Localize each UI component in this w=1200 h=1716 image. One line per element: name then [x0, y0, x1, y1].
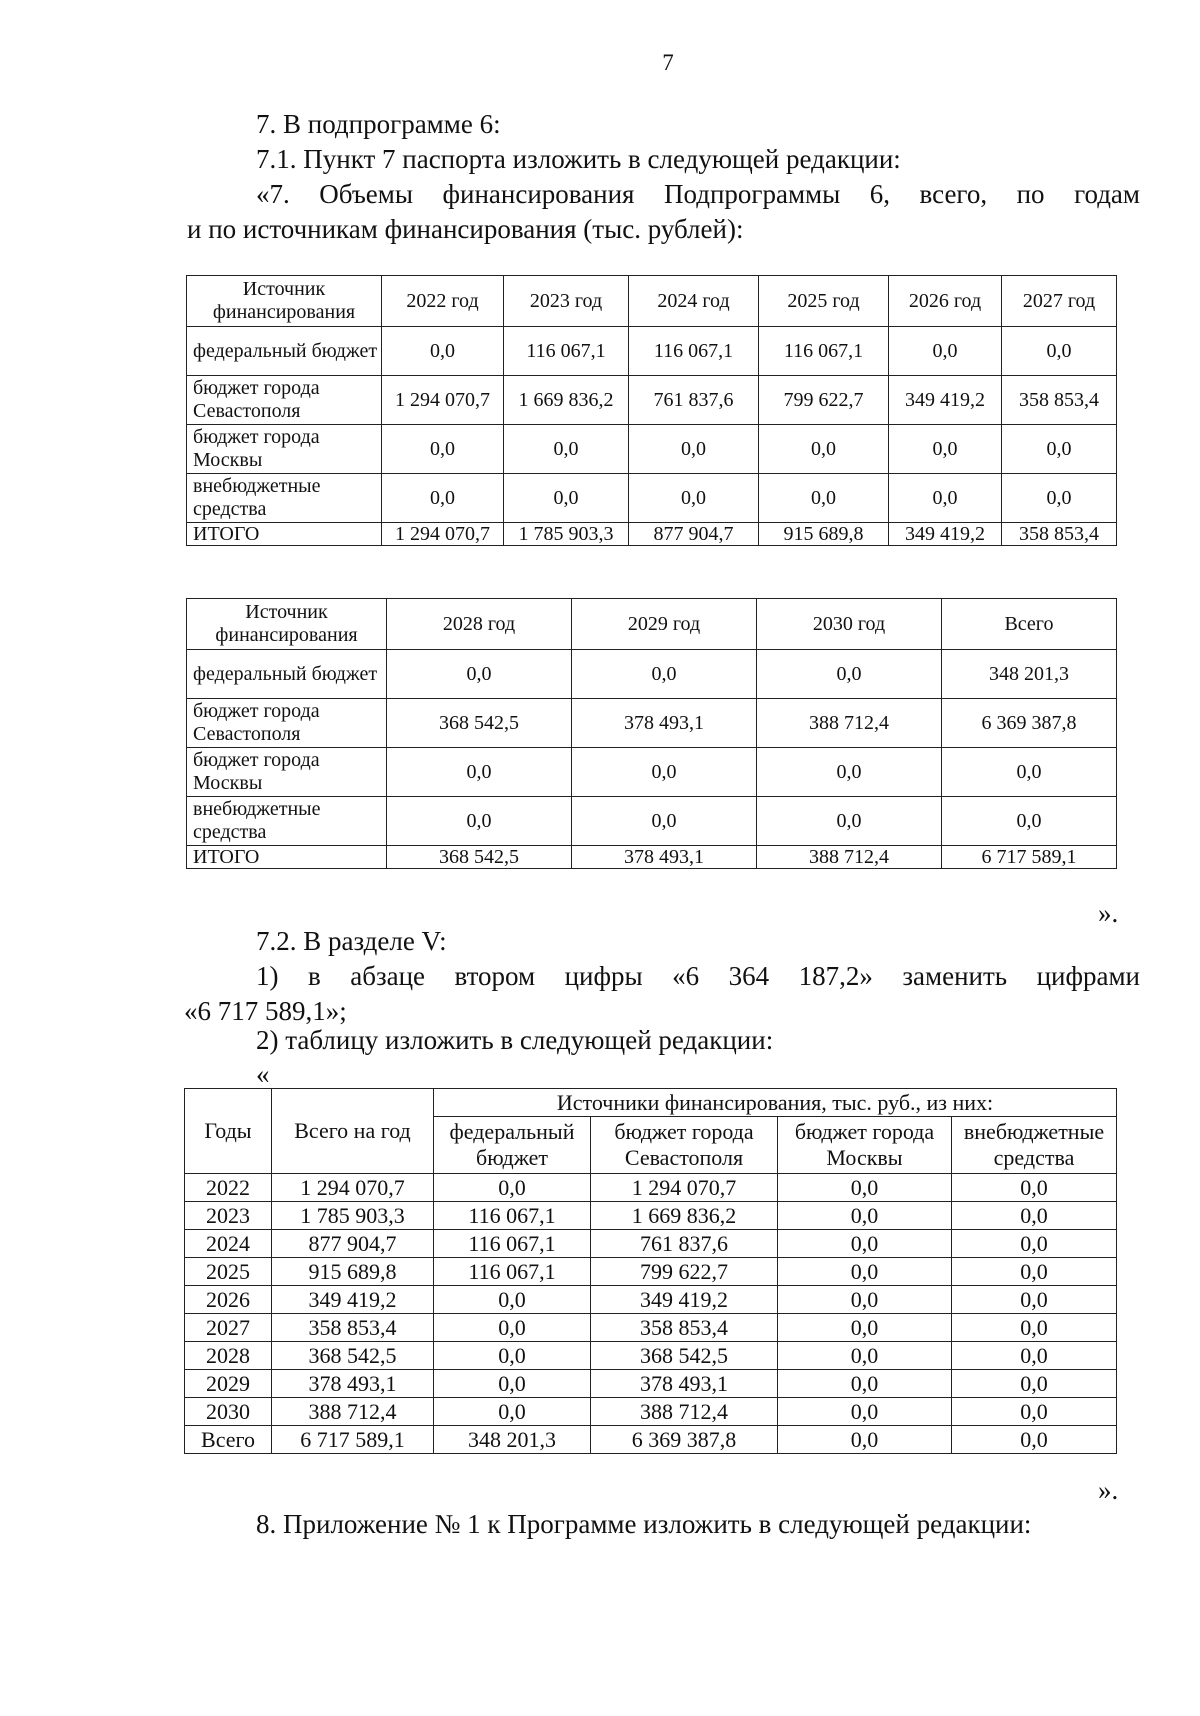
table-cell: 0,0: [952, 1230, 1117, 1258]
close-quote: ».: [1098, 898, 1119, 928]
table-cell: 388 712,4: [757, 846, 942, 869]
table-cell: 0,0: [382, 474, 504, 523]
table-cell: 0,0: [434, 1370, 591, 1398]
table-cell: Всего: [185, 1426, 272, 1454]
table-row: [187, 474, 1117, 523]
table-cell: 116 067,1: [434, 1202, 591, 1230]
table-cell: 0,0: [757, 650, 942, 699]
table-cell: 0,0: [889, 425, 1002, 474]
header-cell: Источник финансирования: [187, 599, 387, 650]
table-cell: 1 294 070,7: [382, 523, 504, 546]
heading-subprogram-6: 7. В подпрограмме 6:: [256, 109, 501, 139]
table-cell: 0,0: [778, 1286, 952, 1314]
source-cell: бюджет города Севастополя: [187, 376, 382, 425]
table-cell: 0,0: [942, 748, 1117, 797]
table-cell: 0,0: [778, 1398, 952, 1426]
table-cell: 0,0: [504, 425, 629, 474]
table-cell: 388 712,4: [757, 699, 942, 748]
table-total-row: [187, 523, 1117, 546]
table-cell: 799 622,7: [759, 376, 889, 425]
table-cell: 2029: [185, 1370, 272, 1398]
table-cell: 0,0: [778, 1202, 952, 1230]
table-cell: 761 837,6: [629, 376, 759, 425]
header-cell-sources: Источники финансирования, тыс. руб., из них:: [434, 1089, 1117, 1117]
table-cell: 0,0: [778, 1314, 952, 1342]
table-cell: 0,0: [778, 1174, 952, 1202]
table-cell: 358 853,4: [591, 1314, 778, 1342]
header-cell: 2030 год: [757, 599, 942, 650]
table-row: [187, 797, 1117, 846]
table-cell: 0,0: [387, 650, 572, 699]
quote-line-1: «7. Объемы финансирования Подпрограммы 6, всего, по годам: [256, 179, 1140, 209]
header-cell: федеральный бюджет: [434, 1117, 591, 1174]
table-cell: 0,0: [434, 1174, 591, 1202]
table-cell: 358 853,4: [1002, 376, 1117, 425]
source-cell: ИТОГО: [187, 523, 382, 546]
table-cell: 2027: [185, 1314, 272, 1342]
table-cell: 0,0: [382, 425, 504, 474]
sub-item-1-line-1: 1) в абзаце втором цифры «6 364 187,2» заменить цифрами: [256, 961, 1140, 991]
table-cell: 0,0: [572, 797, 757, 846]
page-number: 7: [662, 50, 674, 75]
table-cell: 6 369 387,8: [942, 699, 1117, 748]
table-cell: 2028: [185, 1342, 272, 1370]
table-cell: 6 369 387,8: [591, 1426, 778, 1454]
header-cell-total: Всего на год: [272, 1089, 434, 1174]
table-cell: 915 689,8: [759, 523, 889, 546]
table-cell: 1 294 070,7: [382, 376, 504, 425]
table-header-row: [187, 276, 1117, 327]
table-cell: 0,0: [572, 650, 757, 699]
table-cell: 1 669 836,2: [591, 1202, 778, 1230]
table-cell: 0,0: [952, 1370, 1117, 1398]
table-cell: 368 542,5: [272, 1342, 434, 1370]
table-cell: 378 493,1: [272, 1370, 434, 1398]
source-cell: внебюджетные средства: [187, 474, 382, 523]
table-cell: 116 067,1: [629, 327, 759, 376]
table-row: [187, 699, 1117, 748]
table-cell: 2022: [185, 1174, 272, 1202]
header-cell: 2022 год: [382, 276, 504, 327]
source-cell: бюджет города Севастополя: [187, 699, 387, 748]
table-cell: 0,0: [434, 1314, 591, 1342]
table-row: [187, 327, 1117, 376]
table-cell: 378 493,1: [572, 846, 757, 869]
table-cell: 0,0: [759, 425, 889, 474]
table-cell: 2026: [185, 1286, 272, 1314]
table-cell: 348 201,3: [942, 650, 1117, 699]
table-cell: 348 201,3: [434, 1426, 591, 1454]
item-8: 8. Приложение № 1 к Программе изложить в следующей редакции:: [256, 1509, 1032, 1539]
table-cell: 116 067,1: [504, 327, 629, 376]
table-cell: 761 837,6: [591, 1230, 778, 1258]
table-cell: 0,0: [1002, 425, 1117, 474]
table-row: [185, 1258, 1117, 1286]
table-cell: 2025: [185, 1258, 272, 1286]
table-cell: 368 542,5: [387, 846, 572, 869]
item-7-2: 7.2. В разделе V:: [256, 926, 447, 956]
header-cell: Всего: [942, 599, 1117, 650]
table-cell: 349 419,2: [889, 376, 1002, 425]
table-cell: 0,0: [952, 1258, 1117, 1286]
table-cell: 0,0: [889, 474, 1002, 523]
table-cell: 0,0: [1002, 327, 1117, 376]
financing-by-year-table: [184, 1088, 1117, 1454]
table-cell: 0,0: [942, 797, 1117, 846]
table-cell: 0,0: [434, 1286, 591, 1314]
table-cell: 0,0: [952, 1398, 1117, 1426]
table-header-row: [187, 599, 1117, 650]
table-cell: 358 853,4: [1002, 523, 1117, 546]
table-cell: 1 785 903,3: [504, 523, 629, 546]
table-cell: 0,0: [778, 1342, 952, 1370]
table-cell: 6 717 589,1: [942, 846, 1117, 869]
table-row: [185, 1202, 1117, 1230]
table-cell: 0,0: [952, 1314, 1117, 1342]
header-cell: 2023 год: [504, 276, 629, 327]
table-cell: 2024: [185, 1230, 272, 1258]
source-cell: бюджет города Москвы: [187, 425, 382, 474]
table-cell: 0,0: [757, 797, 942, 846]
table-cell: 0,0: [889, 327, 1002, 376]
table-cell: 0,0: [629, 474, 759, 523]
table-cell: 378 493,1: [572, 699, 757, 748]
table-cell: 0,0: [629, 425, 759, 474]
table-cell: 0,0: [1002, 474, 1117, 523]
table-cell: 0,0: [952, 1342, 1117, 1370]
table-cell: 0,0: [759, 474, 889, 523]
table-cell: 877 904,7: [629, 523, 759, 546]
header-cell: бюджет города Москвы: [778, 1117, 952, 1174]
table-row: [185, 1314, 1117, 1342]
table-cell: 0,0: [952, 1174, 1117, 1202]
table-cell: 358 853,4: [272, 1314, 434, 1342]
table-cell: 0,0: [778, 1370, 952, 1398]
header-cell: Источник финансирования: [187, 276, 382, 327]
table-cell: 0,0: [952, 1286, 1117, 1314]
table-cell: 378 493,1: [591, 1370, 778, 1398]
table-cell: 116 067,1: [434, 1258, 591, 1286]
financing-table-2022-2027: [186, 275, 1117, 546]
table-cell: 1 785 903,3: [272, 1202, 434, 1230]
table-cell: 349 419,2: [889, 523, 1002, 546]
header-cell: 2024 год: [629, 276, 759, 327]
table-row: [185, 1342, 1117, 1370]
table-total-row: [187, 846, 1117, 869]
header-cell: 2028 год: [387, 599, 572, 650]
header-cell: 2026 год: [889, 276, 1002, 327]
table-cell: 349 419,2: [591, 1286, 778, 1314]
table-cell: 349 419,2: [272, 1286, 434, 1314]
table-row: [187, 650, 1117, 699]
close-quote: ».: [1098, 1475, 1119, 1505]
table-row: [185, 1230, 1117, 1258]
source-cell: внебюджетные средства: [187, 797, 387, 846]
table-cell: 0,0: [382, 327, 504, 376]
table-cell: 0,0: [572, 748, 757, 797]
open-quote: «: [256, 1059, 270, 1089]
table-cell: 0,0: [778, 1230, 952, 1258]
table-cell: 877 904,7: [272, 1230, 434, 1258]
table-row: [185, 1174, 1117, 1202]
source-cell: бюджет города Москвы: [187, 748, 387, 797]
table-cell: 368 542,5: [591, 1342, 778, 1370]
table-cell: 0,0: [434, 1398, 591, 1426]
table-total-row: [185, 1426, 1117, 1454]
table-cell: 0,0: [387, 748, 572, 797]
source-cell: ИТОГО: [187, 846, 387, 869]
source-cell: федеральный бюджет: [187, 650, 387, 699]
header-cell: 2027 год: [1002, 276, 1117, 327]
item-7-1: 7.1. Пункт 7 паспорта изложить в следующей редакции:: [256, 144, 901, 174]
table-cell: 388 712,4: [591, 1398, 778, 1426]
table-cell: 1 294 070,7: [272, 1174, 434, 1202]
table-cell: 368 542,5: [387, 699, 572, 748]
table-cell: 1 669 836,2: [504, 376, 629, 425]
source-cell: федеральный бюджет: [187, 327, 382, 376]
table-row: [187, 376, 1117, 425]
table-cell: 116 067,1: [759, 327, 889, 376]
table-row: [187, 425, 1117, 474]
quote-line-2: и по источникам финансирования (тыс. рублей):: [187, 214, 744, 244]
table-cell: 0,0: [778, 1258, 952, 1286]
table-header-row: [185, 1089, 1117, 1117]
table-cell: 799 622,7: [591, 1258, 778, 1286]
sub-item-2: 2) таблицу изложить в следующей редакции:: [256, 1025, 774, 1055]
header-cell: внебюджетные средства: [952, 1117, 1117, 1174]
table-cell: 0,0: [757, 748, 942, 797]
table-row: [185, 1370, 1117, 1398]
table-cell: 2030: [185, 1398, 272, 1426]
header-cell: 2025 год: [759, 276, 889, 327]
table-cell: 0,0: [778, 1426, 952, 1454]
table-cell: 915 689,8: [272, 1258, 434, 1286]
table-row: [185, 1398, 1117, 1426]
header-cell: бюджет города Севастополя: [591, 1117, 778, 1174]
table-cell: 0,0: [387, 797, 572, 846]
sub-item-1-line-2: «6 717 589,1»;: [184, 996, 347, 1026]
table-cell: 0,0: [952, 1426, 1117, 1454]
table-row: [185, 1286, 1117, 1314]
table-cell: 1 294 070,7: [591, 1174, 778, 1202]
table-cell: 2023: [185, 1202, 272, 1230]
header-cell: 2029 год: [572, 599, 757, 650]
table-row: [187, 748, 1117, 797]
table-cell: 6 717 589,1: [272, 1426, 434, 1454]
table-cell: 0,0: [504, 474, 629, 523]
table-cell: 116 067,1: [434, 1230, 591, 1258]
financing-table-2028-2030: [186, 598, 1117, 869]
header-cell-years: Годы: [185, 1089, 272, 1174]
table-cell: 388 712,4: [272, 1398, 434, 1426]
table-cell: 0,0: [952, 1202, 1117, 1230]
table-cell: 0,0: [434, 1342, 591, 1370]
